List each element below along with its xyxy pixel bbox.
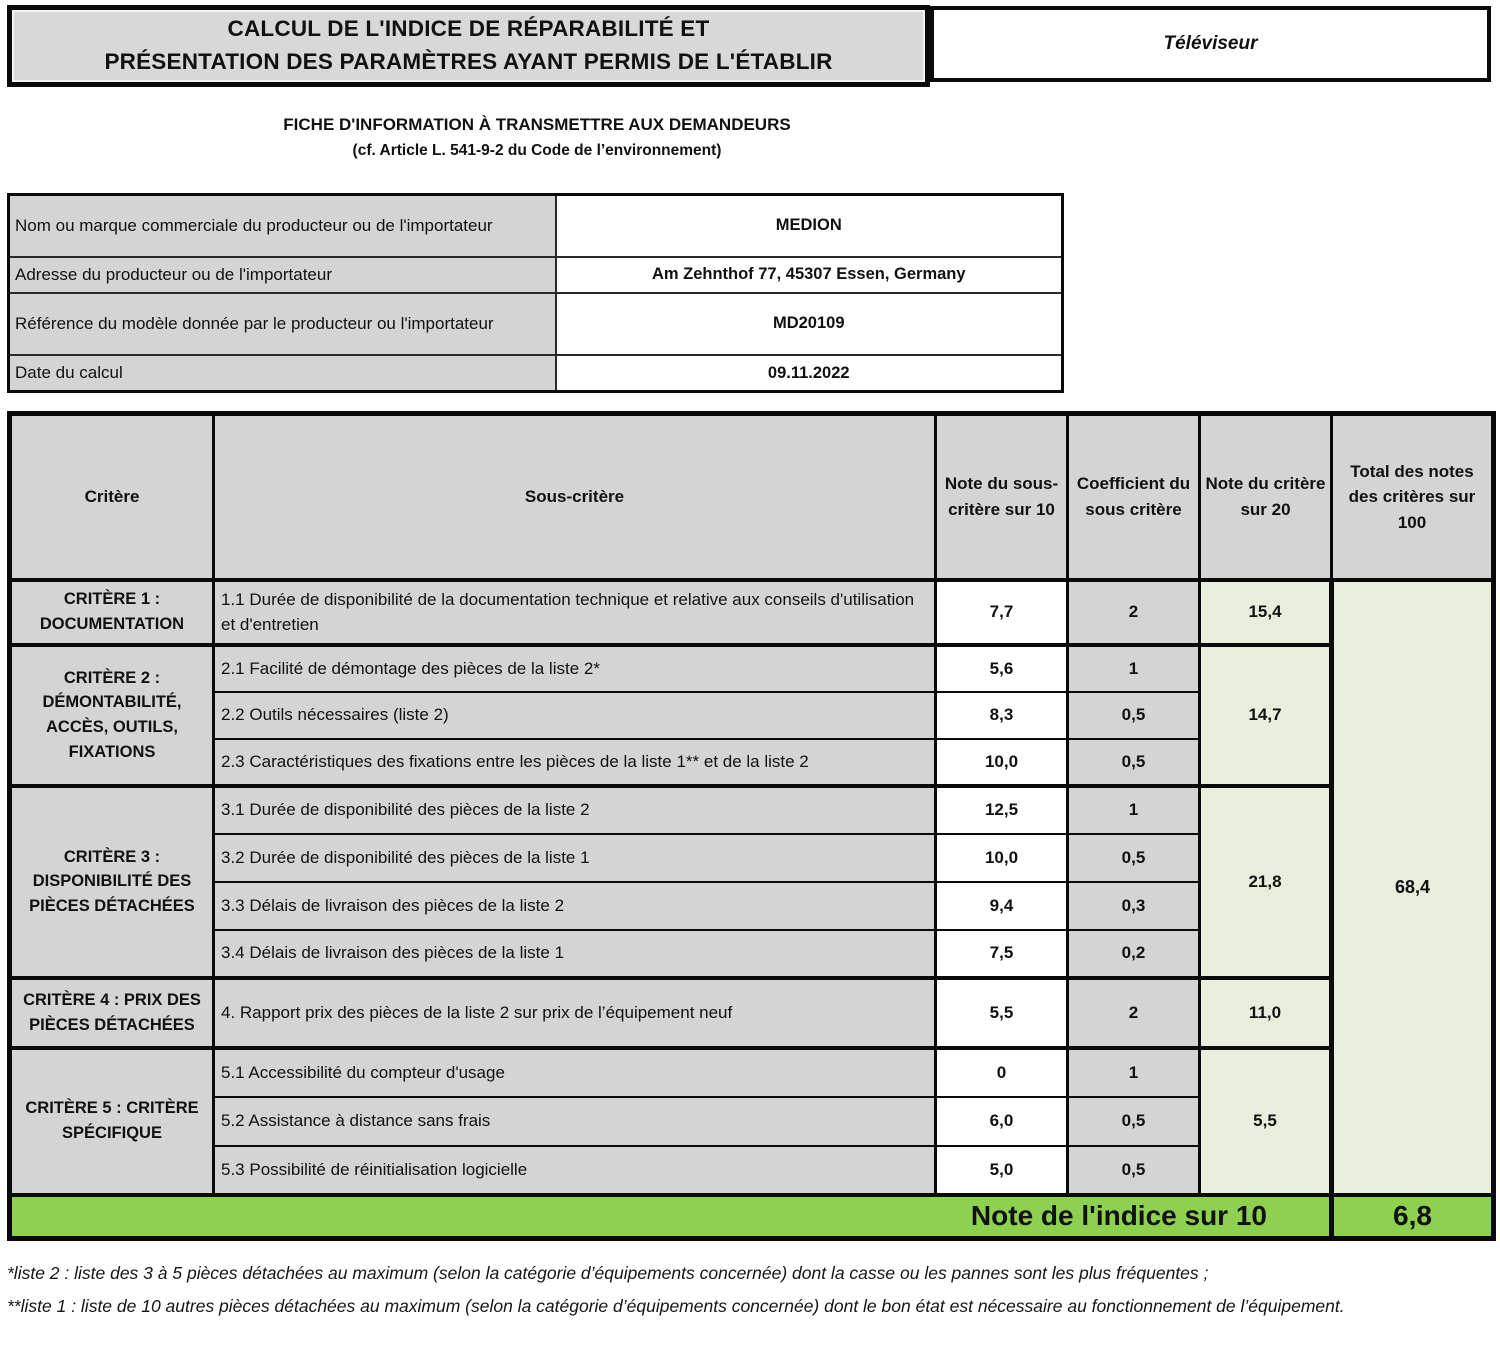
subscore-5-3: 5,0 [936, 1146, 1068, 1195]
producer-name-value: MEDION [556, 195, 1063, 257]
subcriterion-3-4: 3.4 Délais de livraison des pièces de la liste 1 [214, 930, 936, 978]
coefficient-1-1: 2 [1068, 580, 1200, 645]
criterion-1-label: CRITÈRE 1 : DOCUMENTATION [10, 580, 214, 645]
table-row [9, 355, 1063, 392]
index-score-row [10, 1195, 1494, 1239]
criterion-3-label: CRITÈRE 3 : DISPONIBILITÉ DES PIÈCES DÉTACHÉES [10, 786, 214, 978]
criterion-5-label: CRITÈRE 5 : CRITÈRE SPÉCIFIQUE [10, 1048, 214, 1195]
coefficient-5-2: 0,5 [1068, 1097, 1200, 1146]
index-score-value: 6,8 [1332, 1195, 1494, 1239]
header-note-critere: Note du critère sur 20 [1200, 414, 1332, 580]
subscore-4: 5,5 [936, 978, 1068, 1048]
table-row [10, 978, 1494, 1048]
criteria-score-table [7, 411, 1496, 1241]
subcriterion-2-3: 2.3 Caractéristiques des fixations entre les pièces de la liste 1** et de la liste 2 [214, 739, 936, 786]
criterion-2-score: 14,7 [1200, 645, 1332, 786]
subscore-5-1: 0 [936, 1048, 1068, 1097]
document-title-line1: CALCUL DE L'INDICE DE RÉPARABILITÉ ET [227, 16, 710, 42]
subcriterion-1-1: 1.1 Durée de disponibilité de la documentation technique et relative aux conseils d'utilisation et d'entretien [214, 580, 936, 645]
subcriterion-5-1: 5.1 Accessibilité du compteur d'usage [214, 1048, 936, 1097]
document-title-line2: PRÉSENTATION DES PARAMÈTRES AYANT PERMIS DE L'ÉTABLIR [104, 49, 833, 74]
table-row [9, 195, 1063, 257]
table-row [9, 257, 1063, 293]
subcriterion-2-2: 2.2 Outils nécessaires (liste 2) [214, 692, 936, 739]
criterion-1-score: 15,4 [1200, 580, 1332, 645]
index-score-label: Note de l'indice sur 10 [10, 1195, 1332, 1239]
total-score-cell: 68,4 [1332, 580, 1494, 1195]
model-reference-label: Référence du modèle donnée par le producteur ou l'importateur [9, 293, 556, 355]
subscore-2-2: 8,3 [936, 692, 1068, 739]
document-header [7, 5, 1492, 87]
subscore-2-1: 5,6 [936, 645, 1068, 692]
coefficient-2-3: 0,5 [1068, 739, 1200, 786]
footnote-liste-1: **liste 1 : liste de 10 autres pièces détachées au maximum (selon la catégorie d’équipements concernée) dont le bon état est nécessaire au fonctionnement de l’équipement. [7, 1295, 1345, 1316]
subtitle-line2: (cf. Article L. 541-9-2 du Code de l’environnement) [352, 142, 722, 159]
table-row [10, 1048, 1494, 1097]
criterion-4-label: CRITÈRE 4 : PRIX DES PIÈCES DÉTACHÉES [10, 978, 214, 1048]
subscore-3-2: 10,0 [936, 834, 1068, 882]
criterion-5-score: 5,5 [1200, 1048, 1332, 1195]
coefficient-3-4: 0,2 [1068, 930, 1200, 978]
subcriterion-3-1: 3.1 Durée de disponibilité des pièces de la liste 2 [214, 786, 936, 834]
table-row [10, 580, 1494, 645]
coefficient-4: 2 [1068, 978, 1200, 1048]
footnotes [7, 1257, 1495, 1322]
subscore-3-3: 9,4 [936, 882, 1068, 930]
model-reference-value: MD20109 [556, 293, 1063, 355]
subtitle-line1: FICHE D'INFORMATION À TRANSMETTRE AUX DEMANDEURS [283, 115, 791, 134]
producer-name-label: Nom ou marque commerciale du producteur ou de l'importateur [9, 195, 556, 257]
producer-address-label: Adresse du producteur ou de l'importateur [9, 257, 556, 293]
subcriterion-2-1: 2.1 Facilité de démontage des pièces de la liste 2* [214, 645, 936, 692]
table-row [10, 786, 1494, 834]
coefficient-3-1: 1 [1068, 786, 1200, 834]
subcriterion-3-3: 3.3 Délais de livraison des pièces de la liste 2 [214, 882, 936, 930]
subcriterion-4: 4. Rapport prix des pièces de la liste 2 sur prix de l’équipement neuf [214, 978, 936, 1048]
coefficient-3-3: 0,3 [1068, 882, 1200, 930]
table-row [10, 645, 1494, 692]
header-total-notes: Total des notes des critères sur 100 [1332, 414, 1494, 580]
criterion-2-label: CRITÈRE 2 : DÉMONTABILITÉ, ACCÈS, OUTILS, FIXATIONS [10, 645, 214, 786]
criterion-3-score: 21,8 [1200, 786, 1332, 978]
subscore-1-1: 7,7 [936, 580, 1068, 645]
subscore-5-2: 6,0 [936, 1097, 1068, 1146]
subcriterion-5-2: 5.2 Assistance à distance sans frais [214, 1097, 936, 1146]
document-title-box [7, 5, 930, 87]
coefficient-2-1: 1 [1068, 645, 1200, 692]
header-coefficient: Coefficient du sous critère [1068, 414, 1200, 580]
coefficient-3-2: 0,5 [1068, 834, 1200, 882]
criteria-header-row [10, 414, 1494, 580]
table-row [9, 293, 1063, 355]
subscore-3-1: 12,5 [936, 786, 1068, 834]
document-subtitle [7, 115, 1067, 160]
producer-info-table [7, 193, 1064, 393]
header-note-sous-critere: Note du sous-critère sur 10 [936, 414, 1068, 580]
producer-address-value: Am Zehnthof 77, 45307 Essen, Germany [556, 257, 1063, 293]
product-type-label: Téléviseur [1163, 33, 1258, 54]
subscore-2-3: 10,0 [936, 739, 1068, 786]
footnote-liste-2: *liste 2 : liste des 3 à 5 pièces détachées au maximum (selon la catégorie d’équipements concernée) dont la casse ou les pannes sont les plus fréquentes ; [7, 1263, 1209, 1284]
subcriterion-5-3: 5.3 Possibilité de réinitialisation logicielle [214, 1146, 936, 1195]
coefficient-5-3: 0,5 [1068, 1146, 1200, 1195]
product-type-box [930, 6, 1491, 82]
header-critere: Critère [10, 414, 214, 580]
subcriterion-3-2: 3.2 Durée de disponibilité des pièces de la liste 1 [214, 834, 936, 882]
subscore-3-4: 7,5 [936, 930, 1068, 978]
calculation-date-label: Date du calcul [9, 355, 556, 392]
calculation-date-value: 09.11.2022 [556, 355, 1063, 392]
criterion-4-score: 11,0 [1200, 978, 1332, 1048]
header-sous-critere: Sous-critère [214, 414, 936, 580]
coefficient-2-2: 0,5 [1068, 692, 1200, 739]
coefficient-5-1: 1 [1068, 1048, 1200, 1097]
